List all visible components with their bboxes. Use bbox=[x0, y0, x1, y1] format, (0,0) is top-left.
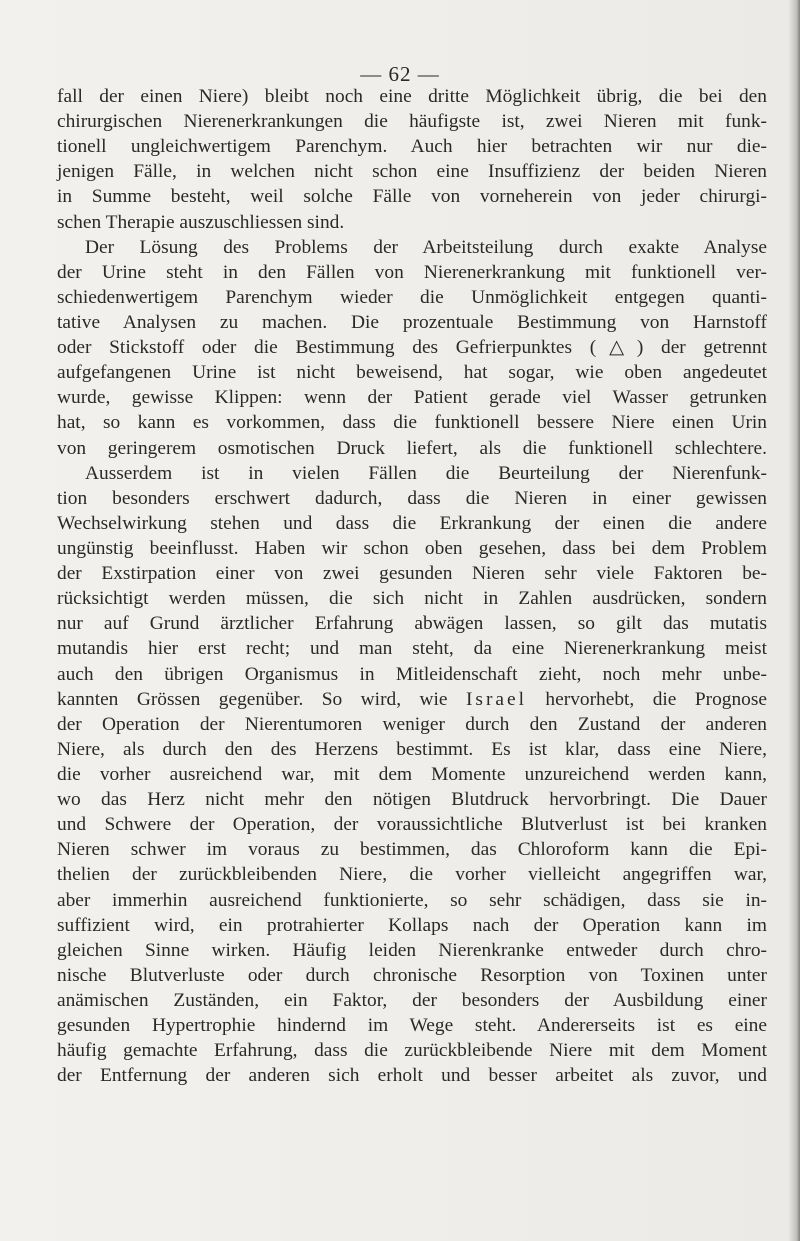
text-line: chirurgischen Nierenerkrankungen die häufigste ist, zwei Nieren mit funk- bbox=[57, 111, 767, 133]
text-line: der Exstirpation einer von zwei gesunden Nieren sehr viele Faktoren be- bbox=[57, 563, 767, 585]
text-line: tative Analysen zu machen. Die prozentuale Bestimmung von Harnstoff bbox=[57, 311, 767, 333]
text-line: schen Therapie auszuschliessen sind. bbox=[57, 211, 345, 233]
text-line: in Summe besteht, weil solche Fälle von vorneherein von jeder chirurgi- bbox=[57, 186, 767, 208]
text-line: tion besonders erschwert dadurch, dass die Nieren in einer gewissen bbox=[57, 487, 767, 509]
text-line: wurde, gewisse Klippen: wenn der Patient gerade viel Wasser getrunken bbox=[57, 387, 767, 409]
text-line: suffizient wird, ein protrahierter Kollaps nach der Operation kann im bbox=[57, 914, 767, 936]
spaced-author-name: Israel bbox=[465, 688, 527, 710]
page-edge-shadow bbox=[788, 0, 800, 1241]
text-line: gesunden Hypertrophie hindernd im Wege steht. Andererseits ist es eine bbox=[57, 1015, 767, 1037]
text-line: mutandis hier erst recht; und man steht, da eine Nierenerkrankung meist bbox=[57, 638, 767, 660]
text-line: Wechselwirkung stehen und dass die Erkrankung der einen die andere bbox=[57, 512, 767, 534]
text-line: schiedenwertigem Parenchym wieder die Unmöglichkeit entgegen quanti- bbox=[57, 286, 767, 308]
text-line: auch den übrigen Organismus in Mitleidenschaft zieht, noch mehr unbe- bbox=[57, 663, 767, 685]
text-line: jenigen Fälle, in welchen nicht schon eine Insuffizienz der beiden Nieren bbox=[57, 161, 767, 183]
text-line: der Entfernung der anderen sich erholt und besser arbeitet als zuvor, und bbox=[57, 1065, 767, 1087]
text-line: aber immerhin ausreichend funktionierte, so sehr schädigen, dass sie in- bbox=[57, 889, 767, 911]
text-line: nische Blutverluste oder durch chronische Resorption von Toxinen unter bbox=[57, 964, 767, 986]
page-number: — 62 — bbox=[360, 62, 440, 86]
text-line: rücksichtigt werden müssen, die sich nicht in Zahlen ausdrücken, sondern bbox=[57, 588, 767, 610]
text-line: ungünstig beeinflusst. Haben wir schon oben gesehen, dass bei dem Problem bbox=[57, 537, 767, 559]
text-line: tionell ungleichwertigem Parenchym. Auch hier betrachten wir nur die- bbox=[57, 136, 767, 158]
text-line: aufgefangenen Urine ist nicht beweisend, hat sogar, wie oben angedeutet bbox=[57, 362, 767, 384]
paragraph-start-line: Ausserdem ist in vielen Fällen die Beurteilung der Nierenfunk- bbox=[85, 462, 767, 484]
text-line: häufig gemachte Erfahrung, dass die zurückbleibende Niere mit dem Moment bbox=[57, 1040, 767, 1062]
text-line: die vorher ausreichend war, mit dem Momente unzureichend werden kann, bbox=[57, 763, 767, 785]
text-line: der Urine steht in den Fällen von Nierenerkrankung mit funktionell ver- bbox=[57, 261, 767, 283]
text-line: anämischen Zuständen, ein Faktor, der besonders der Ausbildung einer bbox=[57, 989, 767, 1011]
text-line: fall der einen Niere) bleibt noch eine dritte Möglichkeit übrig, die bei den bbox=[57, 86, 767, 107]
text-line: kannten Grössen gegenüber. So wird, wie Israel hervorhebt, die Prognose bbox=[57, 688, 768, 710]
text-line: Nieren schwer im voraus zu bestimmen, das Chloroform kann die Epi- bbox=[57, 839, 767, 861]
text-line: gleichen Sinne wirken. Häufig leiden Nierenkranke entweder durch chro- bbox=[57, 939, 767, 961]
text-line: Niere, als durch den des Herzens bestimmt. Es ist klar, dass eine Niere, bbox=[57, 738, 767, 760]
paragraph-start-line: Der Lösung des Problems der Arbeitsteilung durch exakte Analyse bbox=[85, 236, 767, 258]
text-line: von geringerem osmotischen Druck liefert, als die funktionell schlechtere. bbox=[57, 437, 767, 459]
text-line: oder Stickstoff oder die Bestimmung des Gefrierpunktes (△) der getrennt bbox=[57, 337, 767, 359]
text-line: der Operation der Nierentumoren weniger durch den Zustand der anderen bbox=[57, 713, 767, 735]
text-line: nur auf Grund ärztlicher Erfahrung abwägen lassen, so gilt das mutatis bbox=[57, 613, 767, 635]
body-text bbox=[57, 84, 767, 1088]
text-line: thelien der zurückbleibenden Niere, die vorher vielleicht angegriffen war, bbox=[57, 864, 767, 886]
text-line: hat, so kann es vorkommen, dass die funktionell bessere Niere einen Urin bbox=[57, 412, 767, 434]
text-line: wo das Herz nicht mehr den nötigen Blutdruck hervorbringt. Die Dauer bbox=[57, 789, 767, 811]
text-line: und Schwere der Operation, der voraussichtliche Blutverlust ist bei kranken bbox=[57, 814, 767, 836]
